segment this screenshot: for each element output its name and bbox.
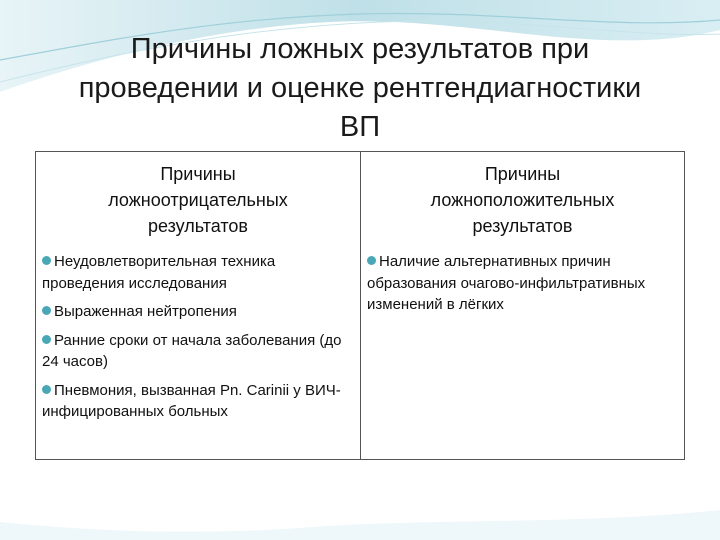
bullet-icon <box>42 385 51 394</box>
header-line: результатов <box>147 215 248 236</box>
bullet-icon <box>367 256 376 265</box>
slide-title-line: ВП <box>339 111 381 143</box>
list-item <box>367 251 678 316</box>
false-negative-header <box>36 152 361 247</box>
list-item-text: Наличие альтернативных причин образования очагово-инфильтративных изменений в лёгких <box>367 253 646 313</box>
list-item <box>42 251 354 294</box>
header-line: ложноположительных <box>430 189 615 210</box>
list-item <box>42 301 354 323</box>
list-item-text: Выраженная нейтропения <box>54 303 237 320</box>
slide-title-line: Причины ложных результатов при <box>130 33 590 65</box>
header-line: Причины <box>484 163 561 184</box>
list-item <box>42 330 354 373</box>
list-item-text: Ранние сроки от начала заболевания (до 24 часов) <box>42 331 342 370</box>
list-item-text: Неудовлетворительная техника проведения исследования <box>42 253 276 292</box>
false-positive-list <box>361 247 684 459</box>
list-item-text: Пневмония, вызванная Pn. Carinii у ВИЧ-инфицированных больных <box>42 381 341 420</box>
false-positive-header <box>361 152 684 247</box>
bottom-wave-shape <box>0 510 720 540</box>
bullet-icon <box>42 256 51 265</box>
bullet-icon <box>42 335 51 344</box>
header-line: ложноотрицательных <box>108 189 288 210</box>
header-line: Причины <box>160 163 236 184</box>
false-negative-list <box>36 247 361 459</box>
slide-title-line: проведении и оценке рентгендиагностики <box>78 72 642 104</box>
list-item <box>42 380 354 423</box>
header-line: результатов <box>472 215 573 236</box>
causes-table <box>35 151 685 460</box>
slide-title <box>20 30 700 147</box>
bullet-icon <box>42 306 51 315</box>
